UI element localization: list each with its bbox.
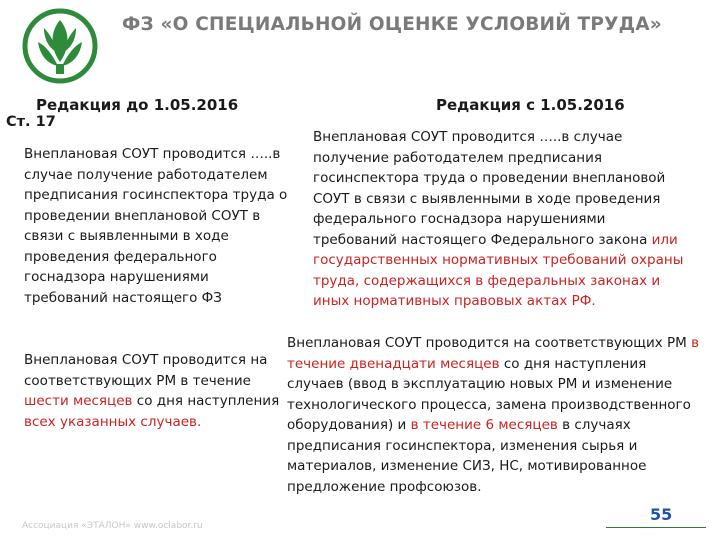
right-p1-highlight-requirements: или государственных нормативных требований охраны труда, содержащихся в федеральных законах и иных нормативных правовых актах РФ. [313, 231, 684, 309]
left-column-heading: Редакция до 1.05.2016 [36, 96, 239, 114]
right-p1-text-a: Внеплановая СОУТ проводится …..в случае получение работодателем предписания госинспектора труда о проведении внеплановой СОУТ в связи с выявленными в ходе проведения федерального госнадзора нарушениями требований настоящего Федерального закона [313, 129, 666, 248]
left-paragraph-2 [24, 350, 289, 432]
left-p2-highlight-all-cases: всех указанных случаев. [24, 413, 202, 430]
right-p2-highlight-twelve-months: в течение двенадцати месяцев [287, 335, 700, 372]
article-number: Ст. 17 [6, 114, 56, 130]
right-paragraph-1 [313, 127, 693, 312]
left-p2-text-c: со дня наступления [132, 393, 280, 409]
emblem-logo-icon [20, 6, 100, 86]
right-column-heading: Редакция с 1.05.2016 [436, 96, 625, 114]
left-p2-text-a: Внеплановая СОУТ проводится на соответствующих РМ в течение [24, 352, 268, 389]
right-p2-text-e: в случаях предписания госинспектора, изменения сырья и материалов, изменение СИЗ, НС, мотивированное предложение профсоюзов. [287, 417, 647, 495]
page-number-underline [606, 527, 706, 528]
left-paragraph-1: Внеплановая СОУТ проводится …..в случае получение работодателем предписания госинспектора труда о проведении внеплановой СОУТ в связи с выявленными в ходе проведения федерального госнадзора нарушениями требований настоящего ФЗ [24, 146, 288, 306]
right-paragraph-2 [287, 333, 707, 497]
right-p2-text-a: Внеплановая СОУТ проводится на соответствующих РМ [287, 335, 692, 351]
footer-association-text: Ассоциация «ЭТАЛОН» www.oclabor.ru [22, 521, 203, 531]
slide-title: ФЗ «О СПЕЦИАЛЬНОЙ ОЦЕНКЕ УСЛОВИЙ ТРУДА» [122, 14, 662, 35]
left-p2-highlight-six-months: шести месяцев [24, 393, 133, 409]
page-number: 55 [650, 505, 673, 524]
right-p2-text-c: со дня наступления случаев (ввод в эксплуатацию новых РМ и изменение технологического процесса, замена производственного оборудования) и [287, 355, 691, 433]
right-p2-highlight-six-months: в течение 6 месяцев [410, 417, 558, 433]
